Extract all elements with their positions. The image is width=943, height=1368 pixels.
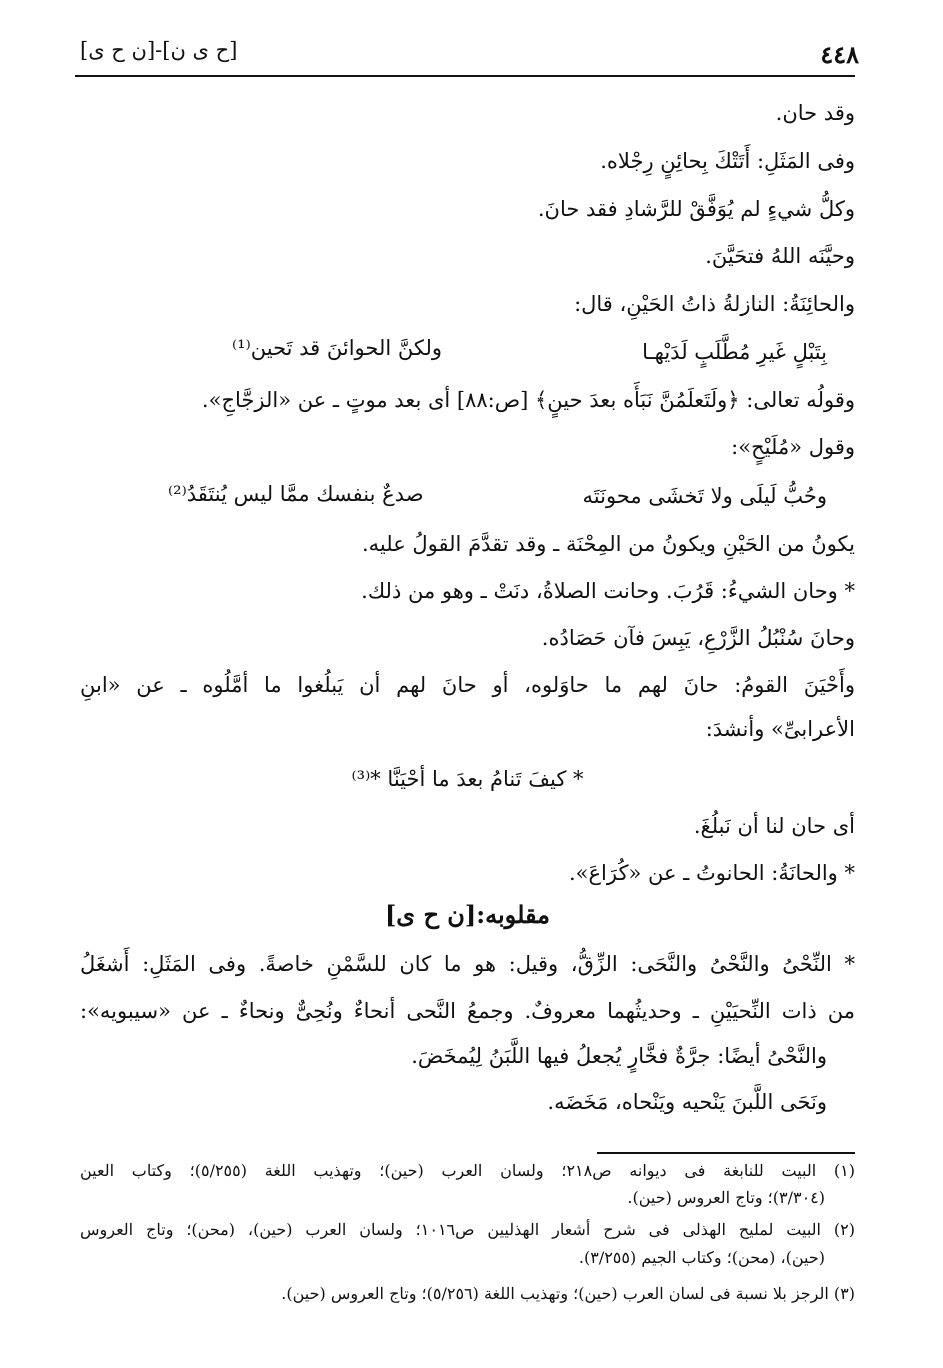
footnote-2: (٢) البيت لمليح الهذلى فى شرح أشعار الهذليين ص١٠١٦؛ ولسان العرب (حين)، (محن)؛ وتاج العروس [80, 1220, 856, 1239]
verse-3-rajaz: * كيفَ تَنامُ بعدَ ما أحْيَنَّا *⁽³⁾ [351, 767, 584, 791]
text-line: والنَّحْىُ أيضًا: جرَّةٌ فخَّارٍ يُجعلُ فيها اللَّبَنُ لِيُمخَضَ. [411, 1044, 827, 1068]
text-line: وكلُّ شيءٍ لم يُوَفَّقْ للرَّشادِ فقد حانَ. [537, 197, 855, 221]
footnote-2-cont: (حين)، (محن)؛ وكتاب الجيم (٣/٢٥٥). [578, 1248, 825, 1267]
text-line: من ذات النِّحيَيْنِ ـ وحديثُهما معروفٌ. وجمعُ النَّحى أنحاءٌ ونُحِىٌّ ونحاءٌ ـ عن «سيبويه»: [80, 999, 855, 1023]
text-line: * وحان الشيءُ: قَرُبَ. وحانت الصلاةُ، دنَتْ ـ وهو من ذلك. [361, 579, 855, 603]
footnote-1: (١) البيت للنابغة فى ديوانه ص٢١٨؛ ولسان العرب (حين)؛ وتهذيب اللغة (٥/٢٥٥)؛ وكتاب العين [80, 1161, 855, 1180]
verse-2-second-hemistich: صدعٌ بنفسك ممَّا ليس يُنتَقَدُ⁽²⁾ [168, 482, 424, 506]
text-line: وقول «مُلَيْحٍ»: [731, 435, 855, 459]
text-line: ونَحَى اللَّبنَ يَنْحيه ويَنْحاه، مَخَضَه. [547, 1090, 827, 1114]
text-line: وحيَّنَه اللهُ فتحَيَّنَ. [705, 244, 855, 268]
text-line: والحائِنَةُ: النازلةُ ذاتُ الحَيْنِ، قال: [574, 292, 855, 316]
page-number: ٤٤٨ [820, 40, 859, 69]
text-line: وفى المَثَلِ: أَتَتْكَ بِحائِنٍ رِجْلاه. [600, 149, 855, 173]
footnote-rule [597, 1152, 855, 1154]
footnote-1-cont: (٣/٣٠٤)؛ وتاج العروس (حين). [627, 1188, 825, 1207]
section-heading: مقلوبه:[ن ح ى] [384, 900, 551, 929]
text-line: وقولُه تعالى: ﴿ولَتَعلَمُنَّ نَبَأَه بعدَ حينٍ﴾ [ص:٨٨] أى بعد موتٍ ـ عن «الزجَّاجِ». [201, 388, 855, 412]
running-title: [ح ى ن]-[ن ح ى] [80, 38, 238, 62]
text-line: وقد حان. [775, 101, 855, 125]
header-rule [75, 75, 855, 77]
text-line: وأَحْيَنَ القومُ: حانَ لهم ما حاوَلوه، أو حانَ لهم أن يَبلُغوا ما أمَّلُوه ـ عن «ابنِ [80, 673, 855, 697]
verse-2-first-hemistich: وحُبُّ لَيلَى ولا تَخشَى محونَتَه [582, 484, 827, 508]
text-line: وحانَ سُنْبُلُ الزَّرْعِ، يَبِسَ فآن حَصَادُه. [541, 626, 855, 650]
text-line: يكونُ من الحَيْنِ ويكونُ من المِحْنَة ـ وقد تقدَّمَ القولُ عليه. [362, 532, 855, 556]
verse-1-second-hemistich: ولكنَّ الحوائنَ قد تَحين⁽¹⁾ [232, 336, 442, 360]
text-line: * النِّحْىُ والنَّحْىُ والنَّحَى: الزِّقُّ، وقيل: هو ما كان للسَّمْنِ خاصةً. وفى المَثَلِ: أَشغَلُ [80, 952, 855, 976]
verse-1-first-hemistich: بِتَبْلٍ غَيرِ مُطَّلَبٍ لَدَيْهـا [642, 340, 827, 364]
text-line: * والحانَةُ: الحانوتُ ـ عن «كُرَاعَ». [568, 861, 855, 885]
text-line: الأعرابىِّ» وأنشدَ: [705, 717, 855, 741]
footnote-3: (٣) الرجز بلا نسبة فى لسان العرب (حين)؛ وتهذيب اللغة (٥/٢٥٦)؛ وتاج العروس (حين). [281, 1284, 855, 1303]
text-line: أى حان لنا أن نَبلُغَ. [693, 814, 855, 838]
